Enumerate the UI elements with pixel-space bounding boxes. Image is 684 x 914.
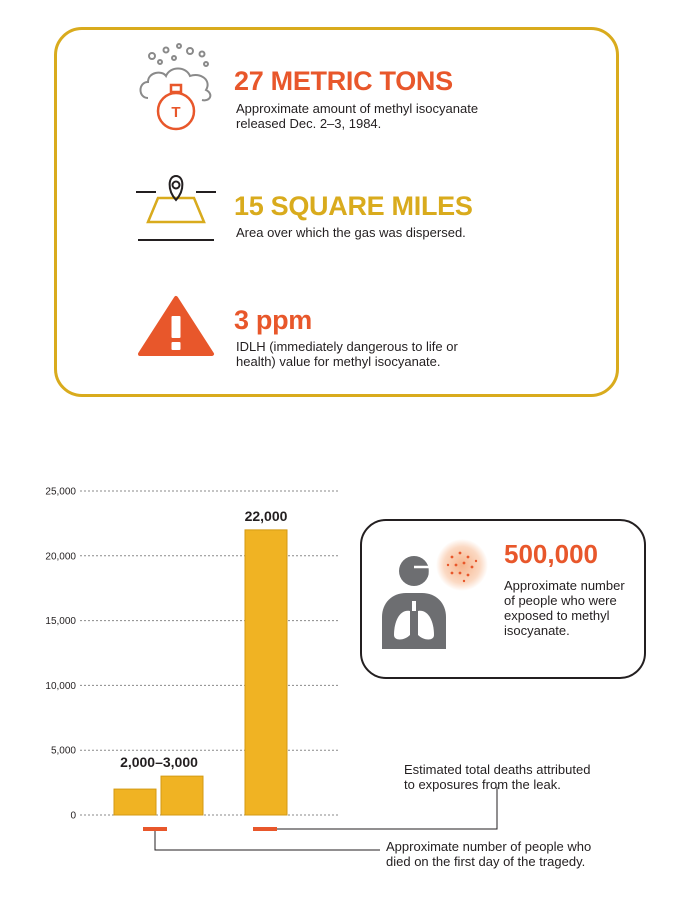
- stat-desc-tons: Approximate amount of methyl isocyanate released Dec. 2–3, 1984.: [236, 101, 479, 131]
- stat-value-miles: 15 SQUARE MILES: [234, 191, 473, 221]
- bar-first-day-low: [114, 789, 156, 815]
- y-tick-label: 5,000: [50, 745, 76, 757]
- total-deaths-leader: [277, 787, 497, 829]
- exposed-count: 500,000: [504, 539, 598, 569]
- data-label: 2,000–3,000: [120, 754, 198, 771]
- bar-total-deaths: [245, 530, 287, 815]
- annotation-first-day: Approximate number of people who died on the first day of the tragedy.: [386, 839, 592, 869]
- y-tick-label: 25,000: [45, 486, 76, 498]
- annotation-total-deaths: Estimated total deaths attributed to exposures from the leak.: [404, 762, 591, 792]
- stat-value-ppm: 3 ppm: [234, 305, 313, 335]
- first-day-marker: [143, 827, 167, 831]
- y-tick-label: 20,000: [45, 551, 76, 563]
- svg-text:T: T: [171, 104, 181, 121]
- exposed-description: Approximate number of people who were exposed to methyl isocyanate.: [504, 578, 625, 638]
- stat-desc-ppm: IDLH (immediately dangerous to life or health) value for methyl isocyanate.: [236, 339, 458, 369]
- bar-first-day-high: [161, 776, 203, 815]
- total-deaths-marker: [253, 827, 277, 831]
- y-tick-label: 10,000: [45, 680, 76, 692]
- stat-value-tons: 27 METRIC TONS: [234, 66, 453, 96]
- stat-desc-miles: Area over which the gas was dispersed.: [236, 225, 466, 240]
- first-day-leader: [155, 831, 380, 850]
- y-tick-label: 0: [70, 810, 76, 822]
- data-label: 22,000: [244, 507, 288, 524]
- y-tick-label: 15,000: [45, 616, 76, 628]
